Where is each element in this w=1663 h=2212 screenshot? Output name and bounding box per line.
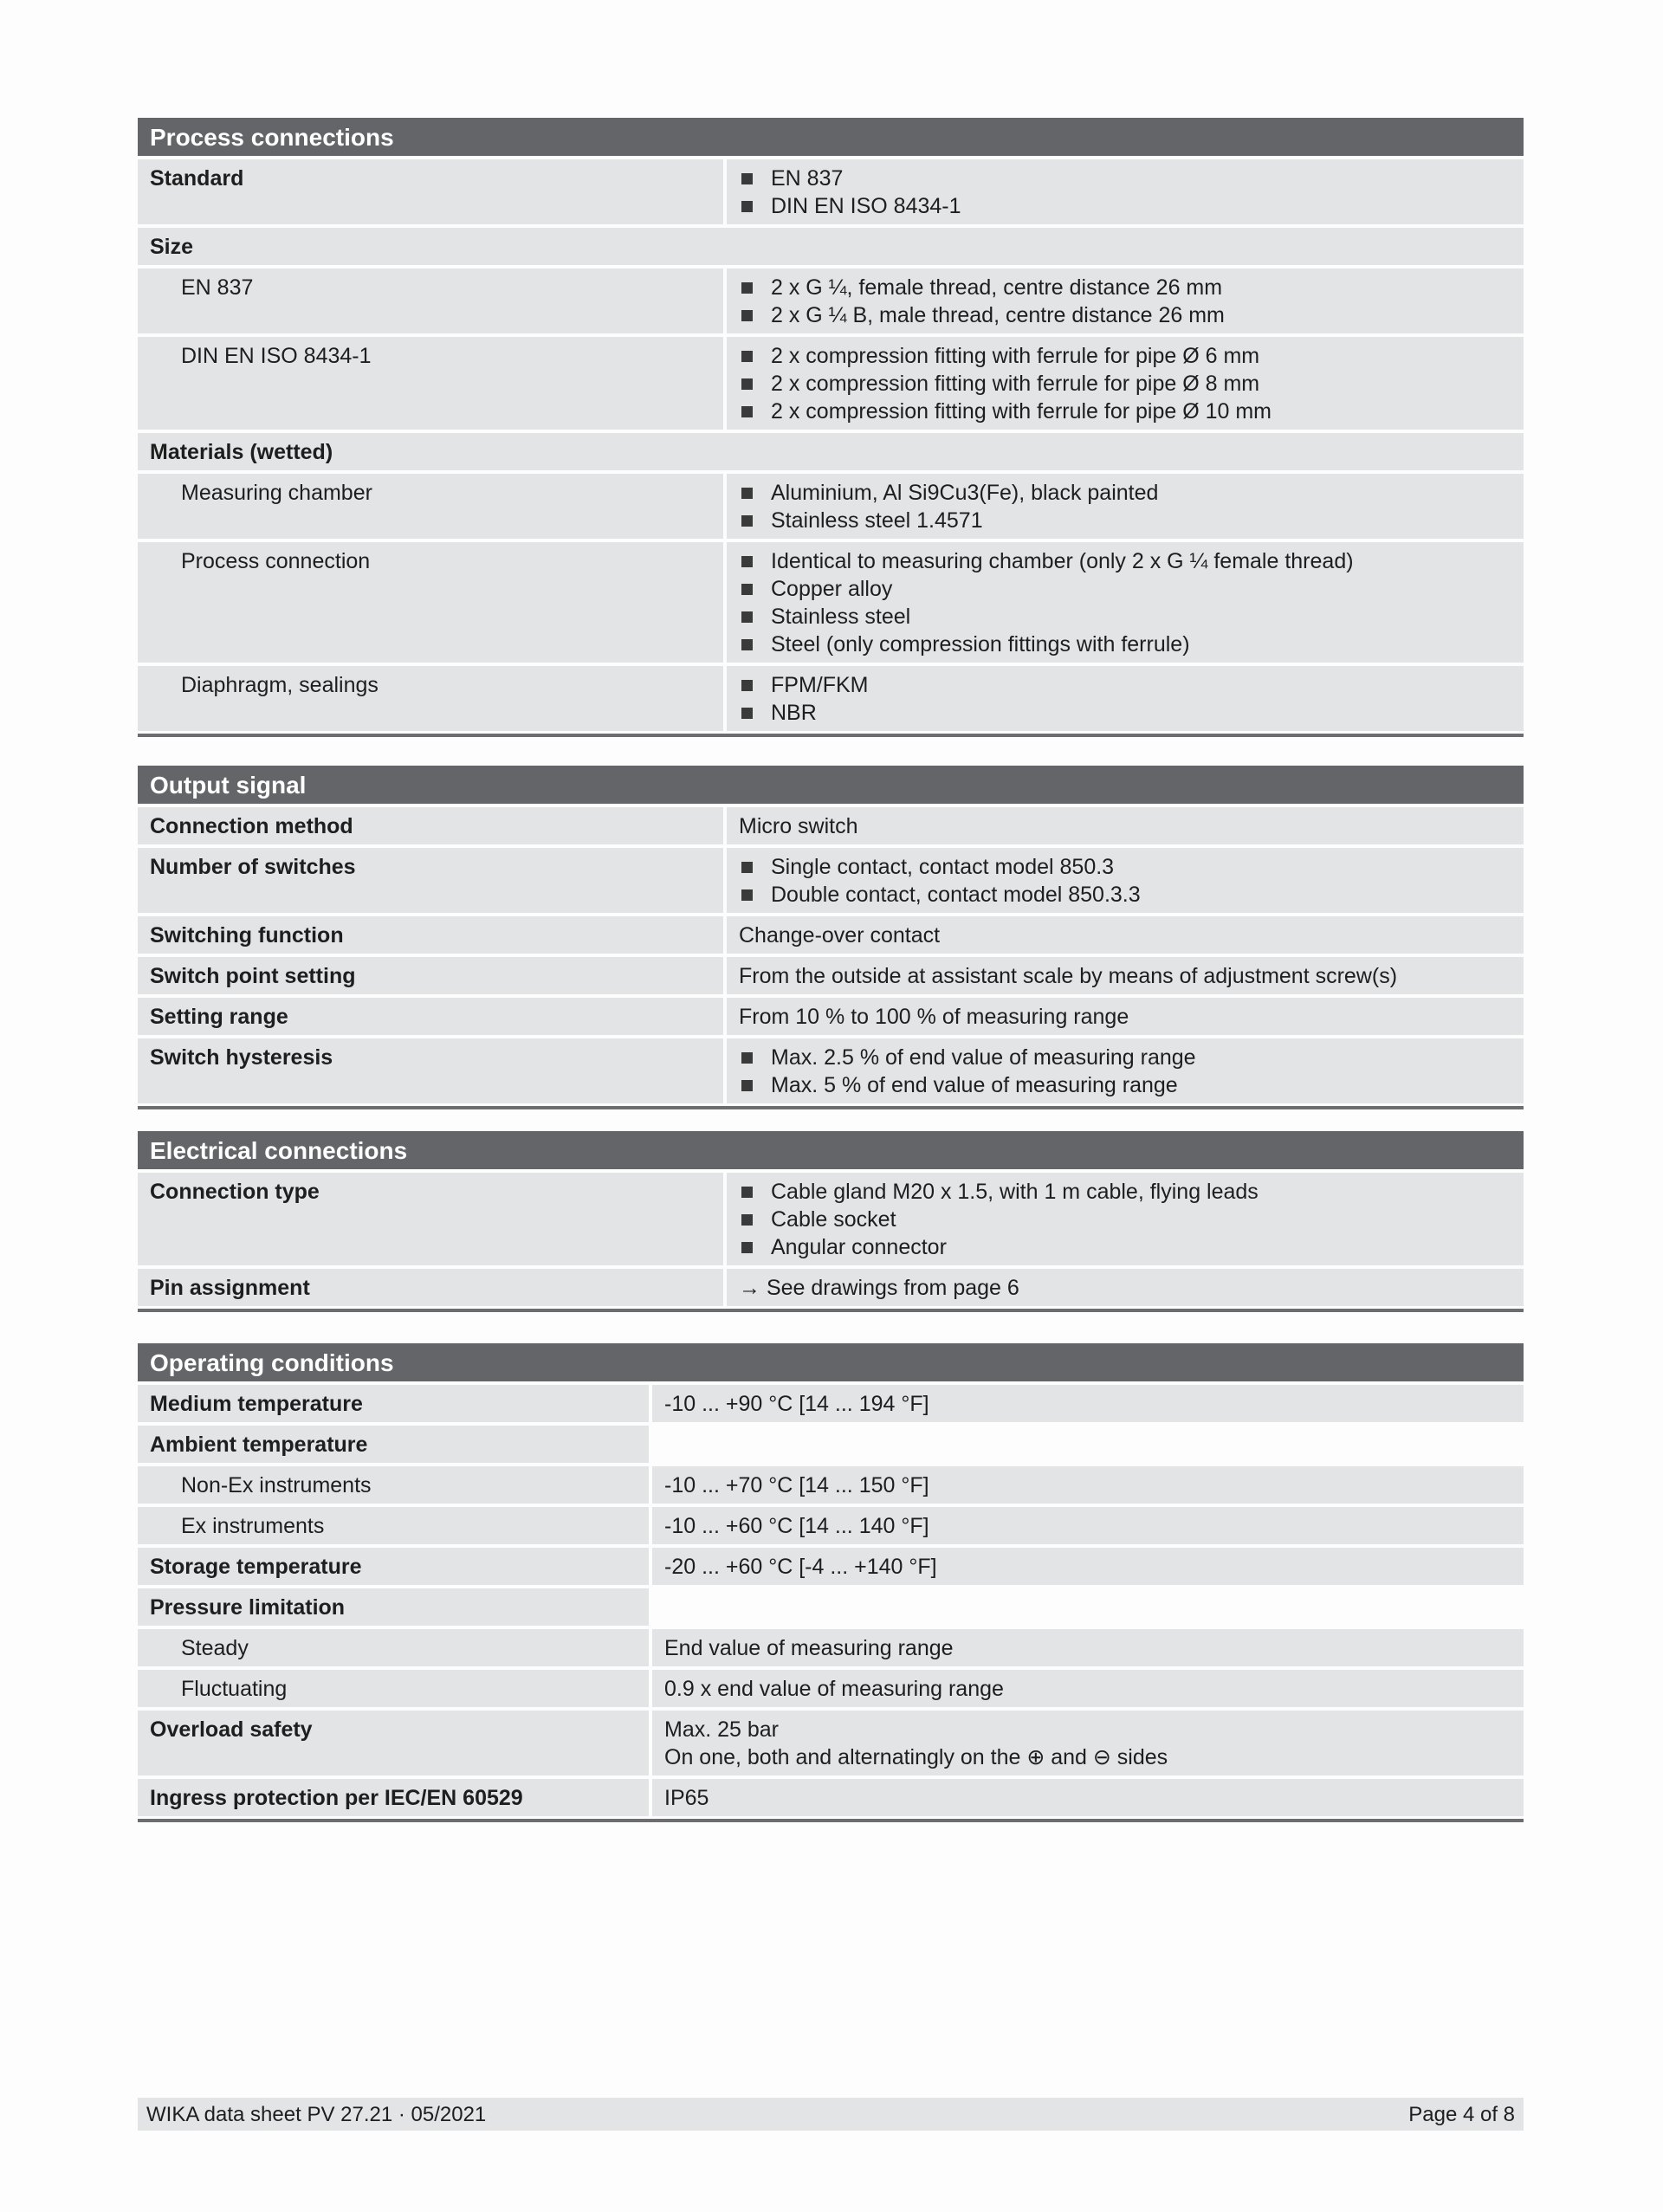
pressure-limitation-row	[138, 1588, 1524, 1626]
row-label: Switch hysteresis	[138, 1038, 723, 1103]
row-value: Change-over contact	[727, 916, 1524, 954]
row-value	[652, 1711, 1524, 1775]
non-ex-row	[138, 1466, 1524, 1504]
footer-document-id: WIKA data sheet PV 27.21 · 05/2021	[146, 2103, 487, 2126]
list-item: Max. 5 % of end value of measuring range	[739, 1071, 1513, 1099]
row-label: Ambient temperature	[138, 1426, 649, 1463]
row-label: Non-Ex instruments	[138, 1466, 649, 1504]
section-divider	[138, 1819, 1524, 1822]
row-value	[727, 1173, 1524, 1265]
row-value	[727, 159, 1524, 224]
row-label: Switching function	[138, 916, 723, 954]
list-item: Stainless steel 1.4571	[739, 507, 1513, 534]
row-label: DIN EN ISO 8434-1	[138, 337, 723, 430]
list-item: Angular connector	[739, 1233, 1513, 1261]
row-label: Ingress protection per IEC/EN 60529	[138, 1779, 649, 1816]
pin-assignment-row	[138, 1269, 1524, 1306]
ex-row	[138, 1507, 1524, 1544]
row-value: -10 ... +90 °C [14 ... 194 °F]	[652, 1385, 1524, 1422]
measuring-chamber-row	[138, 474, 1524, 539]
list-item: Stainless steel	[739, 603, 1513, 631]
row-label: Pressure limitation	[138, 1588, 649, 1626]
list-item: 2 x G ¼ B, male thread, centre distance 26 mm	[739, 301, 1513, 329]
diaphragm-row	[138, 666, 1524, 731]
list-item: 2 x compression fitting with ferrule for pipe Ø 10 mm	[739, 398, 1513, 425]
row-value: Micro switch	[727, 807, 1524, 844]
row-value: From the outside at assistant scale by means of adjustment screw(s)	[727, 957, 1524, 994]
connection-type-row	[138, 1173, 1524, 1265]
row-value: 0.9 x end value of measuring range	[652, 1670, 1524, 1707]
list-item: Cable socket	[739, 1206, 1513, 1233]
materials-row	[138, 433, 1524, 470]
page-footer	[138, 2098, 1524, 2131]
row-label: Overload safety	[138, 1711, 649, 1775]
steady-row	[138, 1629, 1524, 1666]
row-value: End value of measuring range	[652, 1629, 1524, 1666]
row-label: Setting range	[138, 998, 723, 1035]
row-label: Switch point setting	[138, 957, 723, 994]
row-value	[727, 268, 1524, 333]
row-label: Measuring chamber	[138, 474, 723, 539]
storage-temperature-row	[138, 1548, 1524, 1585]
row-label: Process connection	[138, 542, 723, 663]
list-item: Single contact, contact model 850.3	[739, 853, 1513, 881]
size-row	[138, 228, 1524, 265]
ambient-temperature-row	[138, 1426, 1524, 1463]
row-value	[727, 666, 1524, 731]
list-item: DIN EN ISO 8434-1	[739, 192, 1513, 220]
standard-row	[138, 159, 1524, 224]
overload-safety-row	[138, 1711, 1524, 1775]
list-item: Double contact, contact model 850.3.3	[739, 881, 1513, 909]
section-divider	[138, 734, 1524, 737]
value-line: Max. 25 bar	[664, 1717, 780, 1742]
setting-range-row	[138, 998, 1524, 1035]
row-label: Materials (wetted)	[138, 433, 1524, 470]
value-line: On one, both and alternatingly on the ⊕ and ⊖ sides	[664, 1745, 1168, 1769]
row-label: EN 837	[138, 268, 723, 333]
section-divider	[138, 1106, 1524, 1109]
size-en837-row	[138, 268, 1524, 333]
row-label: Connection type	[138, 1173, 723, 1265]
switch-point-setting-row	[138, 957, 1524, 994]
row-label: Connection method	[138, 807, 723, 844]
process-connections-section	[138, 118, 1524, 737]
row-label: Ex instruments	[138, 1507, 649, 1544]
list-item: Steel (only compression fittings with ferrule)	[739, 631, 1513, 658]
number-of-switches-row	[138, 848, 1524, 913]
row-label: Pin assignment	[138, 1269, 723, 1306]
row-value: From 10 % to 100 % of measuring range	[727, 998, 1524, 1035]
footer-page-number: Page 4 of 8	[1408, 2103, 1515, 2126]
size-din-row	[138, 337, 1524, 430]
row-value: -10 ... +70 °C [14 ... 150 °F]	[652, 1466, 1524, 1504]
medium-temperature-row	[138, 1385, 1524, 1422]
section-title: Electrical connections	[138, 1131, 1524, 1169]
row-value: -20 ... +60 °C [-4 ... +140 °F]	[652, 1548, 1524, 1585]
output-signal-section	[138, 766, 1524, 1109]
list-item: 2 x G ¼, female thread, centre distance 26 mm	[739, 274, 1513, 301]
row-label: Size	[138, 228, 1524, 265]
row-value	[727, 542, 1524, 663]
row-value	[727, 1038, 1524, 1103]
row-label: Storage temperature	[138, 1548, 649, 1585]
section-title: Output signal	[138, 766, 1524, 804]
operating-conditions-section	[138, 1343, 1524, 1822]
section-title: Process connections	[138, 118, 1524, 156]
row-value: -10 ... +60 °C [14 ... 140 °F]	[652, 1507, 1524, 1544]
row-label: Medium temperature	[138, 1385, 649, 1422]
row-label: Fluctuating	[138, 1670, 649, 1707]
list-item: Copper alloy	[739, 575, 1513, 603]
switching-function-row	[138, 916, 1524, 954]
section-divider	[138, 1309, 1524, 1312]
list-item: 2 x compression fitting with ferrule for pipe Ø 8 mm	[739, 370, 1513, 398]
list-item: 2 x compression fitting with ferrule for pipe Ø 6 mm	[739, 342, 1513, 370]
list-item: Identical to measuring chamber (only 2 x G ¼ female thread)	[739, 547, 1513, 575]
list-item: NBR	[739, 699, 1513, 727]
row-label: Diaphragm, sealings	[138, 666, 723, 731]
pin-assignment-link[interactable]: → See drawings from page 6	[727, 1269, 1524, 1306]
process-connection-row	[138, 542, 1524, 663]
list-item: Max. 2.5 % of end value of measuring range	[739, 1044, 1513, 1071]
list-item: FPM/FKM	[739, 671, 1513, 699]
row-value: IP65	[652, 1779, 1524, 1816]
electrical-connections-section	[138, 1131, 1524, 1312]
row-label: Steady	[138, 1629, 649, 1666]
row-value	[727, 474, 1524, 539]
list-item: Cable gland M20 x 1.5, with 1 m cable, flying leads	[739, 1178, 1513, 1206]
row-label: Standard	[138, 159, 723, 224]
row-label: Number of switches	[138, 848, 723, 913]
fluctuating-row	[138, 1670, 1524, 1707]
connection-method-row	[138, 807, 1524, 844]
list-item: Aluminium, Al Si9Cu3(Fe), black painted	[739, 479, 1513, 507]
row-value	[727, 848, 1524, 913]
row-value	[727, 337, 1524, 430]
ingress-protection-row	[138, 1779, 1524, 1816]
section-title: Operating conditions	[138, 1343, 1524, 1381]
switch-hysteresis-row	[138, 1038, 1524, 1103]
list-item: EN 837	[739, 165, 1513, 192]
